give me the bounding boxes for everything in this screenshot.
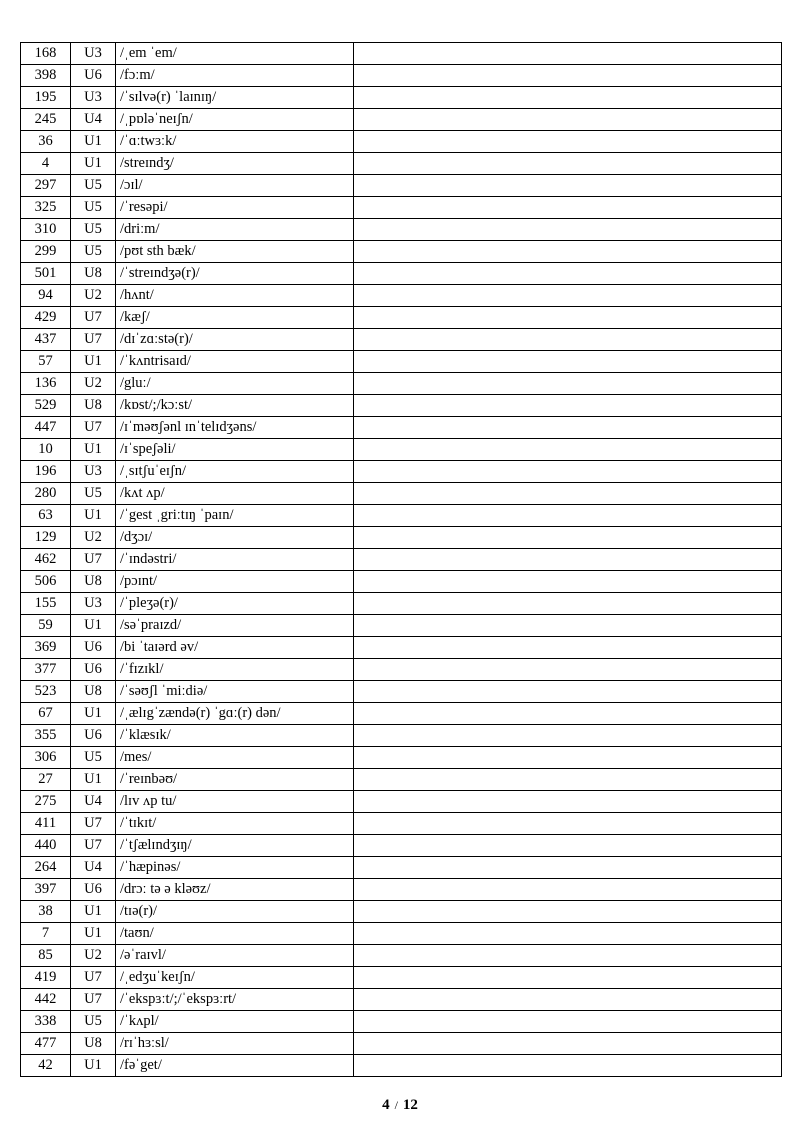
unit-cell: U1 — [71, 131, 116, 153]
table-row — [21, 131, 782, 153]
table-row — [21, 1033, 782, 1055]
phonetic-transcription-cell: /səˈpraɪzd/ — [116, 615, 354, 637]
blank-answer-cell — [354, 769, 782, 791]
entry-number-cell: 155 — [21, 593, 71, 615]
phonetic-transcription-cell: /ɪˈspeʃəli/ — [116, 439, 354, 461]
blank-answer-cell — [354, 967, 782, 989]
entry-number-cell: 437 — [21, 329, 71, 351]
table-row — [21, 703, 782, 725]
entry-number-cell: 168 — [21, 43, 71, 65]
unit-cell: U7 — [71, 967, 116, 989]
unit-cell: U1 — [71, 153, 116, 175]
table-row — [21, 769, 782, 791]
phonetic-transcription-cell: /əˈraɪvl/ — [116, 945, 354, 967]
phonetic-transcription-cell: /fɔːm/ — [116, 65, 354, 87]
phonetic-transcription-cell: /kɒst/;/kɔːst/ — [116, 395, 354, 417]
entry-number-cell: 297 — [21, 175, 71, 197]
unit-cell: U6 — [71, 65, 116, 87]
table-row — [21, 967, 782, 989]
table-row — [21, 263, 782, 285]
entry-number-cell: 245 — [21, 109, 71, 131]
table-row — [21, 483, 782, 505]
blank-answer-cell — [354, 1011, 782, 1033]
phonetic-transcription-cell: /hʌnt/ — [116, 285, 354, 307]
table-row — [21, 65, 782, 87]
phonetic-transcription-cell: /kæʃ/ — [116, 307, 354, 329]
unit-cell: U4 — [71, 791, 116, 813]
phonetic-transcription-cell: /taʊn/ — [116, 923, 354, 945]
phonetic-transcription-cell: /ˌælɪgˈzændə(r) ˈgɑː(r) dən/ — [116, 703, 354, 725]
blank-answer-cell — [354, 901, 782, 923]
blank-answer-cell — [354, 637, 782, 659]
table-row — [21, 747, 782, 769]
unit-cell: U2 — [71, 373, 116, 395]
entry-number-cell: 63 — [21, 505, 71, 527]
table-row — [21, 285, 782, 307]
table-row — [21, 1011, 782, 1033]
entry-number-cell: 306 — [21, 747, 71, 769]
entry-number-cell: 442 — [21, 989, 71, 1011]
phonetic-transcription-cell: /driːm/ — [116, 219, 354, 241]
entry-number-cell: 57 — [21, 351, 71, 373]
unit-cell: U1 — [71, 505, 116, 527]
table-row — [21, 813, 782, 835]
table-row — [21, 989, 782, 1011]
unit-cell: U6 — [71, 659, 116, 681]
unit-cell: U1 — [71, 769, 116, 791]
table-row — [21, 307, 782, 329]
entry-number-cell: 429 — [21, 307, 71, 329]
unit-cell: U6 — [71, 725, 116, 747]
blank-answer-cell — [354, 615, 782, 637]
table-row — [21, 395, 782, 417]
phonetic-transcription-cell: /ˈkʌpl/ — [116, 1011, 354, 1033]
table-row — [21, 505, 782, 527]
table-row — [21, 923, 782, 945]
unit-cell: U1 — [71, 615, 116, 637]
phonetic-transcription-cell: /ˈreɪnbəʊ/ — [116, 769, 354, 791]
phonetic-transcription-cell: /dʒɔɪ/ — [116, 527, 354, 549]
unit-cell: U8 — [71, 263, 116, 285]
entry-number-cell: 27 — [21, 769, 71, 791]
unit-cell: U5 — [71, 175, 116, 197]
phonetic-transcription-cell: /ˈpleʒə(r)/ — [116, 593, 354, 615]
table-row — [21, 1055, 782, 1077]
table-row — [21, 219, 782, 241]
phonetic-transcription-cell: /ɔɪl/ — [116, 175, 354, 197]
phonetic-transcription-cell: /ˈresəpi/ — [116, 197, 354, 219]
blank-answer-cell — [354, 1055, 782, 1077]
blank-answer-cell — [354, 483, 782, 505]
table-row — [21, 835, 782, 857]
entry-number-cell: 369 — [21, 637, 71, 659]
vocabulary-table — [20, 42, 782, 1077]
page-number-footer — [0, 1097, 800, 1114]
table-row — [21, 615, 782, 637]
table-row — [21, 527, 782, 549]
table-row — [21, 461, 782, 483]
table-row — [21, 439, 782, 461]
entry-number-cell: 195 — [21, 87, 71, 109]
blank-answer-cell — [354, 109, 782, 131]
entry-number-cell: 506 — [21, 571, 71, 593]
entry-number-cell: 325 — [21, 197, 71, 219]
entry-number-cell: 94 — [21, 285, 71, 307]
entry-number-cell: 10 — [21, 439, 71, 461]
unit-cell: U8 — [71, 1033, 116, 1055]
entry-number-cell: 196 — [21, 461, 71, 483]
blank-answer-cell — [354, 1033, 782, 1055]
blank-answer-cell — [354, 747, 782, 769]
unit-cell: U1 — [71, 1055, 116, 1077]
entry-number-cell: 264 — [21, 857, 71, 879]
phonetic-transcription-cell: /lɪv ʌp tu/ — [116, 791, 354, 813]
phonetic-transcription-cell: /mes/ — [116, 747, 354, 769]
entry-number-cell: 129 — [21, 527, 71, 549]
table-row — [21, 857, 782, 879]
phonetic-transcription-cell: /pɔɪnt/ — [116, 571, 354, 593]
blank-answer-cell — [354, 681, 782, 703]
blank-answer-cell — [354, 329, 782, 351]
blank-answer-cell — [354, 395, 782, 417]
blank-answer-cell — [354, 527, 782, 549]
phonetic-transcription-cell: /ˈfɪzɪkl/ — [116, 659, 354, 681]
total-pages-number: 12 — [402, 1097, 418, 1113]
entry-number-cell: 4 — [21, 153, 71, 175]
unit-cell: U5 — [71, 241, 116, 263]
blank-answer-cell — [354, 285, 782, 307]
blank-answer-cell — [354, 351, 782, 373]
phonetic-transcription-cell: /ˈhæpinəs/ — [116, 857, 354, 879]
unit-cell: U3 — [71, 593, 116, 615]
entry-number-cell: 411 — [21, 813, 71, 835]
unit-cell: U5 — [71, 219, 116, 241]
unit-cell: U3 — [71, 461, 116, 483]
unit-cell: U1 — [71, 923, 116, 945]
table-row — [21, 879, 782, 901]
unit-cell: U7 — [71, 835, 116, 857]
phonetic-transcription-cell: /ˈsɪlvə(r) ˈlaɪnɪŋ/ — [116, 87, 354, 109]
entry-number-cell: 377 — [21, 659, 71, 681]
phonetic-transcription-cell: /ˈsəʊʃl ˈmiːdiə/ — [116, 681, 354, 703]
table-row — [21, 637, 782, 659]
table-row — [21, 901, 782, 923]
table-row — [21, 197, 782, 219]
table-row — [21, 945, 782, 967]
blank-answer-cell — [354, 417, 782, 439]
unit-cell: U1 — [71, 439, 116, 461]
phonetic-transcription-cell: /ˈtʃælɪndʒɪŋ/ — [116, 835, 354, 857]
unit-cell: U5 — [71, 483, 116, 505]
blank-answer-cell — [354, 439, 782, 461]
entry-number-cell: 397 — [21, 879, 71, 901]
entry-number-cell: 440 — [21, 835, 71, 857]
phonetic-transcription-cell: /ˈstreɪndʒə(r)/ — [116, 263, 354, 285]
phonetic-transcription-cell: /ˌpɒləˈneɪʃn/ — [116, 109, 354, 131]
phonetic-transcription-cell: /bi ˈtaɪərd əv/ — [116, 637, 354, 659]
unit-cell: U3 — [71, 43, 116, 65]
blank-answer-cell — [354, 505, 782, 527]
unit-cell: U2 — [71, 285, 116, 307]
phonetic-transcription-cell: /ˈekspɜːt/;/ˈekspɜːrt/ — [116, 989, 354, 1011]
unit-cell: U4 — [71, 857, 116, 879]
unit-cell: U3 — [71, 87, 116, 109]
phonetic-transcription-cell: /ˈkʌntrisaɪd/ — [116, 351, 354, 373]
current-page-number: 4 — [382, 1097, 390, 1113]
table-row — [21, 791, 782, 813]
blank-answer-cell — [354, 923, 782, 945]
entry-number-cell: 523 — [21, 681, 71, 703]
blank-answer-cell — [354, 175, 782, 197]
entry-number-cell: 398 — [21, 65, 71, 87]
unit-cell: U1 — [71, 351, 116, 373]
blank-answer-cell — [354, 373, 782, 395]
blank-answer-cell — [354, 791, 782, 813]
unit-cell: U1 — [71, 901, 116, 923]
phonetic-transcription-cell: /rɪˈhɜːsl/ — [116, 1033, 354, 1055]
unit-cell: U2 — [71, 527, 116, 549]
blank-answer-cell — [354, 945, 782, 967]
vocabulary-sheet — [20, 42, 781, 1077]
blank-answer-cell — [354, 241, 782, 263]
unit-cell: U7 — [71, 989, 116, 1011]
blank-answer-cell — [354, 43, 782, 65]
blank-answer-cell — [354, 131, 782, 153]
entry-number-cell: 338 — [21, 1011, 71, 1033]
entry-number-cell: 36 — [21, 131, 71, 153]
blank-answer-cell — [354, 197, 782, 219]
entry-number-cell: 42 — [21, 1055, 71, 1077]
entry-number-cell: 477 — [21, 1033, 71, 1055]
blank-answer-cell — [354, 461, 782, 483]
table-row — [21, 417, 782, 439]
page-separator: / — [394, 1098, 398, 1112]
unit-cell: U8 — [71, 571, 116, 593]
blank-answer-cell — [354, 879, 782, 901]
blank-answer-cell — [354, 813, 782, 835]
table-row — [21, 725, 782, 747]
blank-answer-cell — [354, 835, 782, 857]
entry-number-cell: 529 — [21, 395, 71, 417]
entry-number-cell: 67 — [21, 703, 71, 725]
blank-answer-cell — [354, 87, 782, 109]
blank-answer-cell — [354, 263, 782, 285]
unit-cell: U7 — [71, 417, 116, 439]
phonetic-transcription-cell: /tɪə(r)/ — [116, 901, 354, 923]
table-row — [21, 153, 782, 175]
unit-cell: U2 — [71, 945, 116, 967]
entry-number-cell: 355 — [21, 725, 71, 747]
unit-cell: U7 — [71, 307, 116, 329]
entry-number-cell: 85 — [21, 945, 71, 967]
phonetic-transcription-cell: /ɪˈməʊʃənl ɪnˈtelɪdʒəns/ — [116, 417, 354, 439]
unit-cell: U7 — [71, 549, 116, 571]
blank-answer-cell — [354, 659, 782, 681]
blank-answer-cell — [354, 857, 782, 879]
table-row — [21, 549, 782, 571]
phonetic-transcription-cell: /dɪˈzɑːstə(r)/ — [116, 329, 354, 351]
unit-cell: U7 — [71, 813, 116, 835]
table-row — [21, 351, 782, 373]
phonetic-transcription-cell: /ˈgest ˌgriːtɪŋ ˈpaɪn/ — [116, 505, 354, 527]
table-row — [21, 593, 782, 615]
table-row — [21, 681, 782, 703]
unit-cell: U4 — [71, 109, 116, 131]
table-row — [21, 175, 782, 197]
entry-number-cell: 462 — [21, 549, 71, 571]
unit-cell: U5 — [71, 1011, 116, 1033]
table-row — [21, 241, 782, 263]
table-row — [21, 571, 782, 593]
phonetic-transcription-cell: /pʊt sth bæk/ — [116, 241, 354, 263]
table-row — [21, 109, 782, 131]
blank-answer-cell — [354, 153, 782, 175]
unit-cell: U6 — [71, 879, 116, 901]
entry-number-cell: 280 — [21, 483, 71, 505]
vocabulary-table-body — [21, 43, 782, 1077]
entry-number-cell: 310 — [21, 219, 71, 241]
entry-number-cell: 59 — [21, 615, 71, 637]
entry-number-cell: 136 — [21, 373, 71, 395]
phonetic-transcription-cell: /drɔː tə ə kləʊz/ — [116, 879, 354, 901]
phonetic-transcription-cell: /kʌt ʌp/ — [116, 483, 354, 505]
unit-cell: U5 — [71, 747, 116, 769]
unit-cell: U5 — [71, 197, 116, 219]
table-row — [21, 329, 782, 351]
unit-cell: U7 — [71, 329, 116, 351]
blank-answer-cell — [354, 703, 782, 725]
unit-cell: U1 — [71, 703, 116, 725]
table-row — [21, 43, 782, 65]
phonetic-transcription-cell: /fəˈget/ — [116, 1055, 354, 1077]
blank-answer-cell — [354, 593, 782, 615]
phonetic-transcription-cell: /ˈɪndəstri/ — [116, 549, 354, 571]
entry-number-cell: 447 — [21, 417, 71, 439]
unit-cell: U8 — [71, 681, 116, 703]
phonetic-transcription-cell: /ˌsɪtʃuˈeɪʃn/ — [116, 461, 354, 483]
blank-answer-cell — [354, 307, 782, 329]
table-row — [21, 659, 782, 681]
phonetic-transcription-cell: /ˈtɪkɪt/ — [116, 813, 354, 835]
blank-answer-cell — [354, 725, 782, 747]
blank-answer-cell — [354, 65, 782, 87]
phonetic-transcription-cell: /ˈɑːtwɜːk/ — [116, 131, 354, 153]
entry-number-cell: 501 — [21, 263, 71, 285]
phonetic-transcription-cell: /gluː/ — [116, 373, 354, 395]
blank-answer-cell — [354, 549, 782, 571]
entry-number-cell: 419 — [21, 967, 71, 989]
entry-number-cell: 38 — [21, 901, 71, 923]
entry-number-cell: 299 — [21, 241, 71, 263]
blank-answer-cell — [354, 219, 782, 241]
phonetic-transcription-cell: /ˈklæsɪk/ — [116, 725, 354, 747]
phonetic-transcription-cell: /streɪndʒ/ — [116, 153, 354, 175]
unit-cell: U6 — [71, 637, 116, 659]
entry-number-cell: 275 — [21, 791, 71, 813]
blank-answer-cell — [354, 989, 782, 1011]
blank-answer-cell — [354, 571, 782, 593]
phonetic-transcription-cell: /ˌem ˈem/ — [116, 43, 354, 65]
phonetic-transcription-cell: /ˌedʒuˈkeɪʃn/ — [116, 967, 354, 989]
entry-number-cell: 7 — [21, 923, 71, 945]
unit-cell: U8 — [71, 395, 116, 417]
table-row — [21, 373, 782, 395]
table-row — [21, 87, 782, 109]
